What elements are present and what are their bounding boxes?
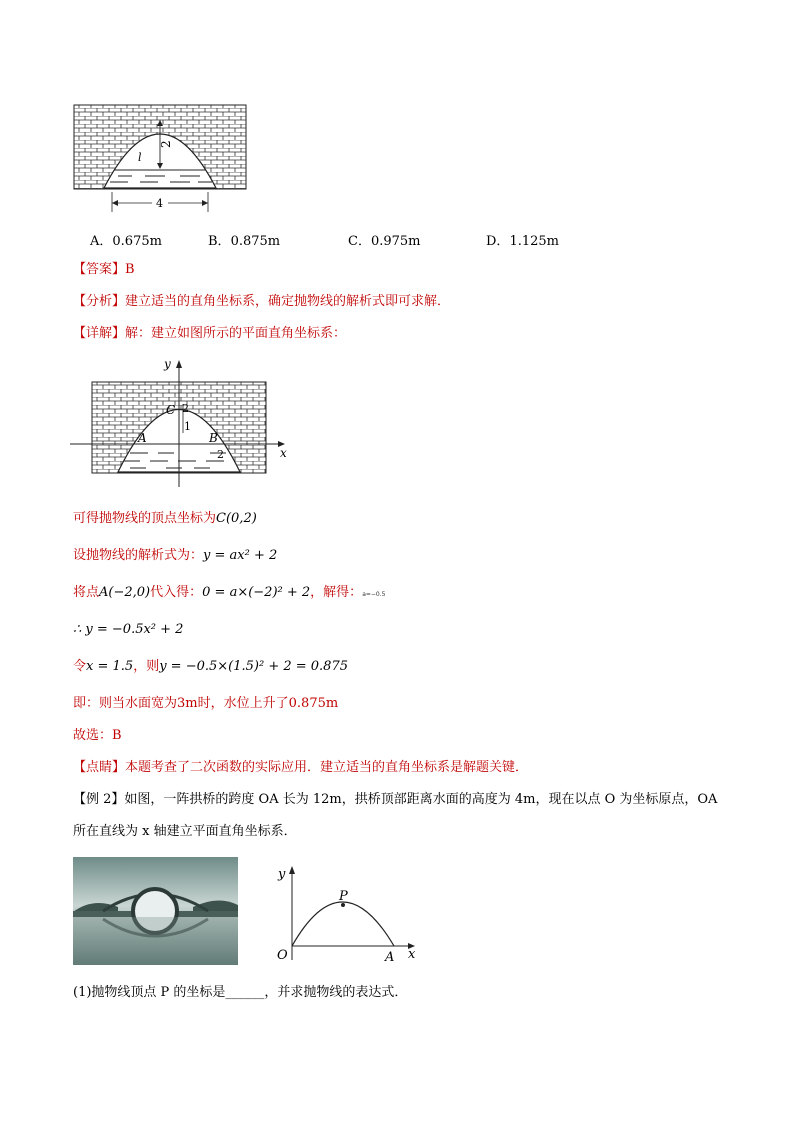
example2-line1-text: 【例 2】如图，一阵拱桥的跨度 OA 长为 12m，拱桥顶部距离水面的高度为 4m，现在以点 O 为坐标原点，OA <box>73 792 718 807</box>
fig2-x-label: x <box>280 446 287 460</box>
step-2-text: 设抛物线的解析式为： <box>73 548 204 563</box>
step-5-math-2: y = −0.5×(1.5)² + 2 = 0.875 <box>159 659 348 674</box>
bridge-photo <box>73 857 238 965</box>
step-5-text-a: 令 <box>73 659 87 674</box>
option-b[interactable] <box>208 230 280 249</box>
option-b-text: 0.875m <box>230 234 281 249</box>
step-7 <box>73 727 122 745</box>
step-6-text-a: 即：则当水面宽为 <box>73 696 178 711</box>
fig3-x-label: x <box>408 947 416 962</box>
step-1-text: 可得抛物线的顶点坐标为 <box>73 511 217 526</box>
step-3-text-a: 将点 <box>73 585 100 600</box>
option-c-key: C． <box>348 234 371 249</box>
step-5-text-b: ，则 <box>133 659 160 674</box>
bridge-arch-figure <box>70 100 252 215</box>
step-3-math-1: A(−2,0) <box>99 585 151 600</box>
step-2-math: y = ax² + 2 <box>203 548 278 563</box>
fig3-y-label: y <box>278 867 286 882</box>
step-3-small: a=−0.5 <box>362 591 386 598</box>
example2-line2 <box>73 823 297 841</box>
answer-text: B <box>125 262 135 277</box>
fig1-label-2: 2 <box>159 140 173 148</box>
fig1-label-l: l <box>138 151 142 164</box>
comment-line <box>73 759 528 777</box>
step-3-math-2: 0 = a×(−2)² + 2 <box>202 585 311 600</box>
question-1-text: (1)抛物线顶点 P 的坐标是______，并求抛物线的表达式． <box>73 985 408 1000</box>
fig2-1-label: 1 <box>184 420 191 433</box>
step-1-math: C(0,2) <box>216 511 257 526</box>
option-d-key: D． <box>486 234 510 249</box>
step-1 <box>73 510 257 528</box>
step-5 <box>73 658 348 676</box>
detail-text: 解：建立如图所示的平面直角坐标系： <box>125 326 347 341</box>
option-c[interactable] <box>348 230 421 249</box>
option-b-key: B． <box>208 234 231 249</box>
step-6-text-b: 3m <box>177 696 198 711</box>
option-c-text: 0.975m <box>370 234 421 249</box>
example2-line2-text: 所在直线为 x 轴建立平面直角坐标系． <box>73 824 297 839</box>
analysis-line <box>73 293 450 311</box>
question-1 <box>73 984 407 1002</box>
fig3-a-label: A <box>385 950 395 964</box>
step-2 <box>73 547 277 565</box>
step-4-math: ∴ y = −0.5x² + 2 <box>73 622 184 637</box>
step-6 <box>73 695 338 713</box>
coordinate-bridge-figure <box>70 357 295 489</box>
option-a[interactable] <box>90 230 162 249</box>
step-3-text-b: 代入得： <box>150 585 203 600</box>
option-d[interactable] <box>486 230 559 249</box>
option-a-key: A． <box>90 234 113 249</box>
option-a-text: 0.675m <box>112 234 162 249</box>
comment-text: 本题考查了二次函数的实际应用．建立适当的直角坐标系是解题关键． <box>125 760 529 775</box>
fig3-p-label: P <box>339 889 348 904</box>
detail-tag: 【详解】 <box>73 326 126 341</box>
step-4 <box>73 621 183 639</box>
parabola-figure <box>272 862 422 964</box>
analysis-text: 建立适当的直角坐标系，确定抛物线的解析式即可求解． <box>125 294 451 309</box>
step-6-text-d: 0.875m <box>288 696 339 711</box>
fig2-2-label: 2 <box>182 402 189 415</box>
fig3-o-label: O <box>277 948 288 963</box>
comment-tag: 【点睛】 <box>73 760 126 775</box>
answer-tag: 【答案】 <box>73 262 126 277</box>
fig2-y-label: y <box>164 357 171 371</box>
fig2-b-label: B <box>209 431 218 445</box>
fig1-label-4: 4 <box>156 197 163 210</box>
example2-line1 <box>73 791 717 809</box>
step-6-text-c: 时，水位上升了 <box>197 696 289 711</box>
analysis-tag: 【分析】 <box>73 294 126 309</box>
answer-line <box>73 261 135 279</box>
step-7-text: 故选：B <box>73 728 122 743</box>
detail-line <box>73 325 346 343</box>
step-3 <box>73 584 385 604</box>
step-3-text-c: ，解得： <box>310 585 363 600</box>
step-5-math-1: x = 1.5 <box>86 659 134 674</box>
fig2-c-label: C <box>166 403 176 417</box>
fig2-a-label: A <box>138 431 147 445</box>
fig2-2b-label: 2 <box>217 448 224 461</box>
option-d-text: 1.125m <box>509 234 559 249</box>
